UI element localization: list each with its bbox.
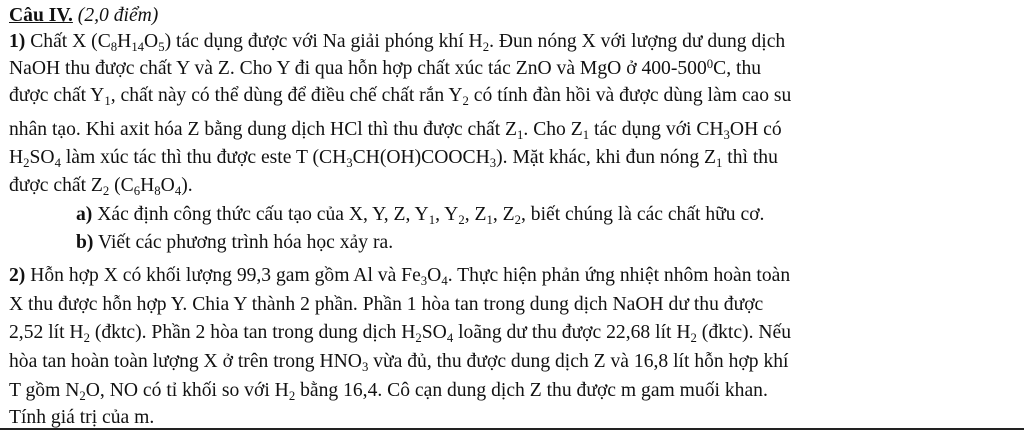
subitem-b-label: b): [76, 232, 94, 253]
part2-line-5: T gồm $N_2O$, NO có tỉ khối so với $H_2$ bằng 16,4. Cô cạn dung dịch Z thu được m gam muối khan.: [9, 380, 768, 404]
subitem-b-text: Viết các phương trình hóa học xảy ra.: [97, 232, 394, 253]
subitem-a-label: a): [76, 204, 93, 225]
part1-line-5: $H_2SO_4$ làm xúc tác thì thu được este T $(CH_3CH(OH)COOCH_3)$. Mặt khác, khi đun nóng $Z_1$ thì thu: [9, 147, 778, 171]
part1-subitem-b: [76, 231, 393, 255]
part1-line-6: được chất $Z_2$ $(C_6H_8O_4)$.: [9, 175, 193, 199]
part2-line-4: hòa tan hoàn toàn lượng X ở trên trong $HNO_3$ vừa đủ, thu được dung dịch Z và 16,8 lít hỗn hợp khí: [9, 351, 789, 375]
part1-line-1: [9, 30, 785, 54]
question-score: (2,0 điểm): [77, 5, 159, 26]
question-title: Câu IV.: [9, 5, 73, 26]
part2-line-2: X thu được hỗn hợp Y. Chia Y thành 2 phần. Phần 1 hòa tan trong dung dịch NaOH dư thu được: [9, 294, 764, 315]
part2-line-6: Tính giá trị của m.: [9, 407, 155, 428]
part2-line-3: 2,52 lít $H_2$ (đktc). Phần 2 hòa tan trong dung dịch $H_2SO_4$ loãng dư thu được 22,68 lít $H_2$ (đktc). Nếu: [9, 322, 792, 346]
subitem-a-text: Xác định công thức cấu tạo của X, Y, Z, $Y_1$, $Y_2$, $Z_1$, $Z_2$, biết chúng là các chất hữu cơ.: [97, 204, 765, 228]
part1-line-3: được chất $Y_1$, chất này có thể dùng để điều chế chất rắn $Y_2$ có tính đàn hồi và được dùng làm cao su: [9, 85, 792, 109]
bottom-rule: [0, 428, 1024, 430]
part1-text-1: Chất X $(C_8H_{14}O_5)$ tác dụng được với Na giải phóng khí $H_2$. Đun nóng X với lượng dư dung dịch: [30, 31, 786, 55]
part1-subitem-a: [76, 203, 764, 227]
part2-text-1: Hỗn hợp X có khối lượng 99,3 gam gồm Al và $Fe_3O_4$. Thực hiện phản ứng nhiệt nhôm hoàn toàn: [30, 265, 791, 289]
part1-line-2: NaOH thu được chất Y và Z. Cho Y đi qua hỗn hợp chất xúc tác ZnO và MgO ở $400-500^0C$, thu: [9, 56, 762, 79]
part1-number: 1): [9, 31, 26, 52]
part2-number: 2): [9, 265, 26, 286]
part2-line-1: [9, 264, 790, 288]
question-heading: [9, 4, 158, 28]
part1-line-4: nhân tạo. Khi axit hóa Z bằng dung dịch HCl thì thu được chất $Z_1$. Cho $Z_1$ tác dụng với $CH_3OH$ có: [9, 119, 782, 143]
